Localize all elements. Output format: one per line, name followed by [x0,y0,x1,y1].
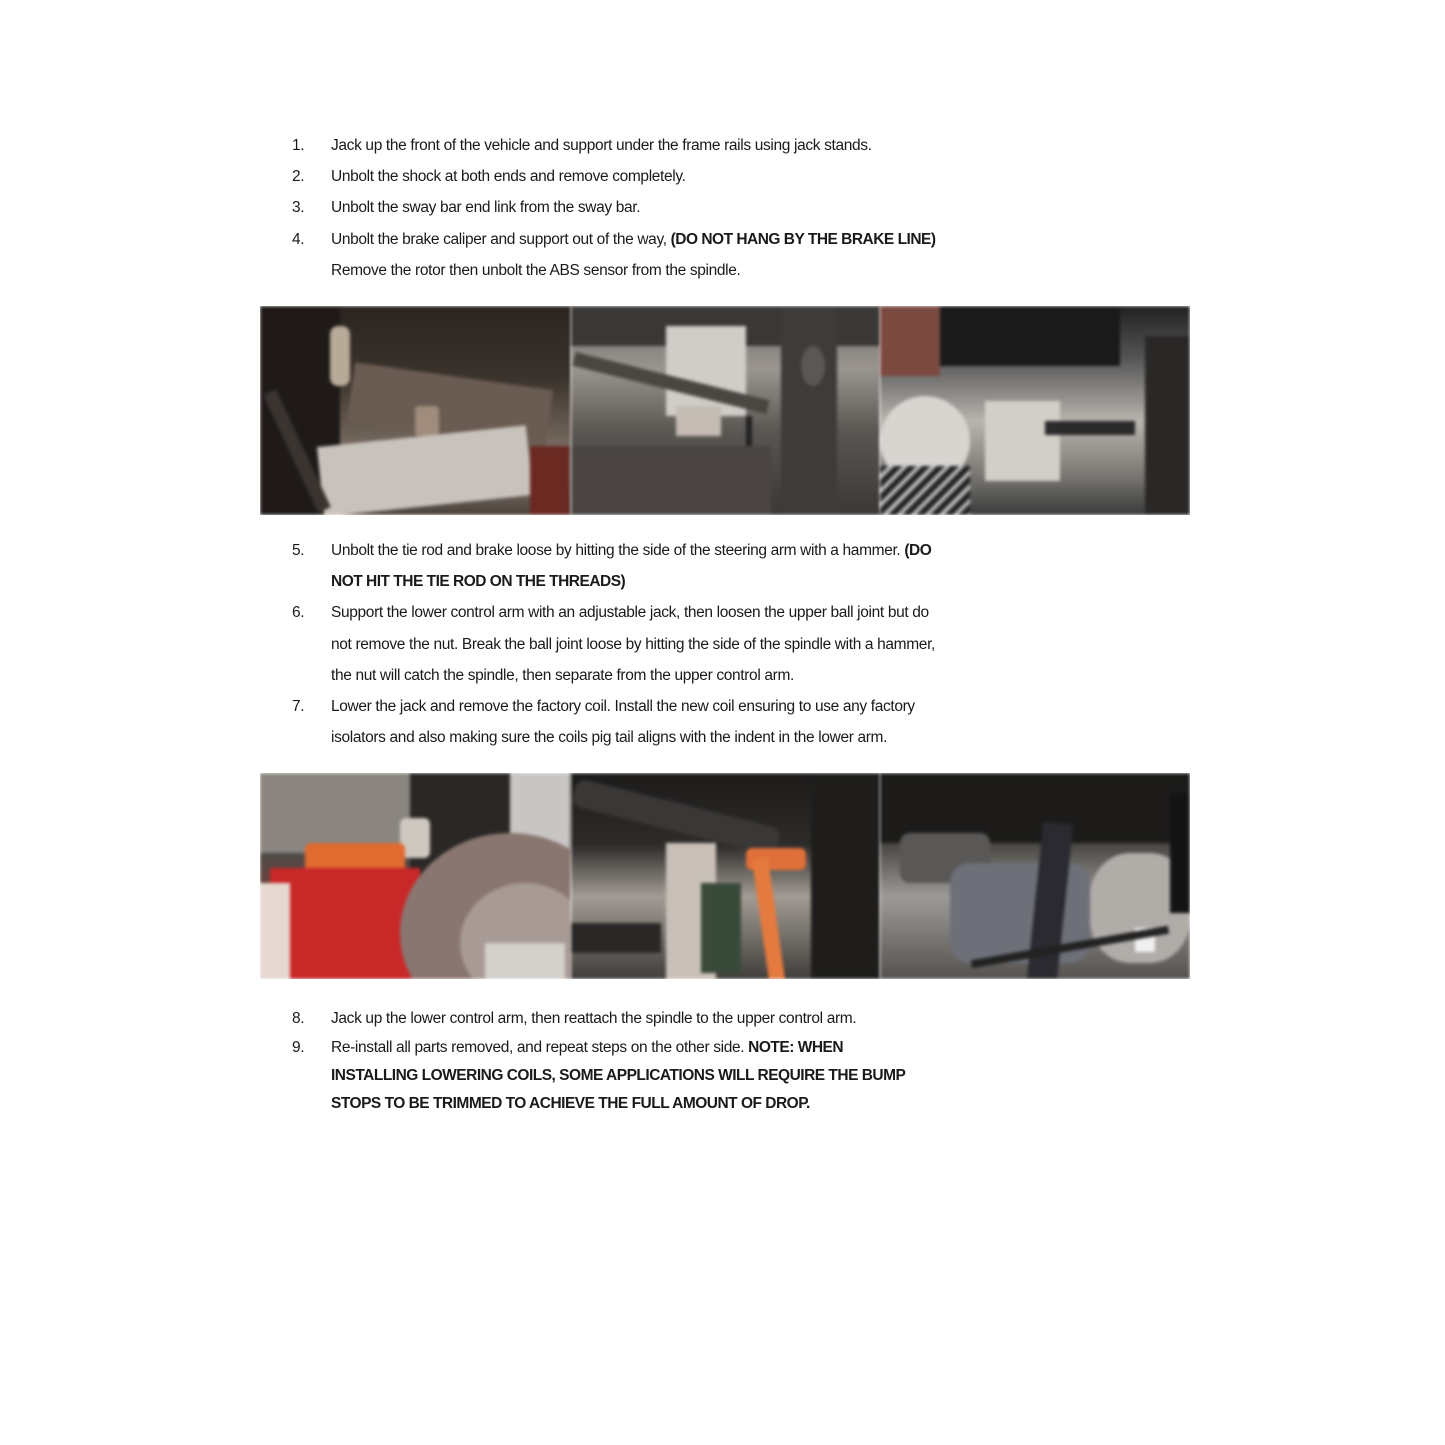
photo-coil-spring [880,773,1190,979]
step-text: Unbolt the shock at both ends and remove completely. [331,168,686,186]
step-7 [292,691,1192,753]
step-warning: (DO [904,542,932,559]
step-number: 5. [292,542,305,559]
photo-ball-joint-separator [571,773,880,979]
photo-shock-mount [260,306,571,515]
step-8 [292,1003,1192,1034]
step-number: 4. [292,230,305,248]
step-warning-continued: NOT HIT THE TIE ROD ON THE THREADS) [331,573,626,591]
step-1 [292,130,1192,161]
step-4 [292,224,1192,286]
instruction-steps-8-9 [292,1003,1192,1118]
photo-brake-caliper [880,306,1190,515]
photo-strip-1 [260,306,1190,515]
instruction-steps-5-7 [292,535,1192,753]
step-number: 8. [292,1010,305,1027]
photo-strip-2 [260,773,1190,979]
step-note-continued: STOPS TO BE TRIMMED TO ACHIEVE THE FULL AMOUNT OF DROP. [331,1095,810,1113]
step-3 [292,192,1192,223]
step-6 [292,597,1192,691]
step-number: 1. [292,137,305,154]
step-note: NOTE: WHEN [748,1039,844,1057]
photo-sway-bar-link [571,306,880,515]
step-2 [292,161,1192,192]
step-text-continued: Remove the rotor then unbolt the ABS sensor from the spindle. [331,261,741,279]
step-text: Re-install all parts removed, and repeat steps on the other side. [331,1039,749,1057]
step-9 [292,1034,1192,1118]
step-text: Unbolt the brake caliper and support out of the way, [331,230,671,248]
instruction-steps-1-4 [292,130,1192,286]
step-number: 2. [292,168,305,186]
step-text: Support the lower control arm with an adjustable jack, then loosen the upper ball joint but do [331,604,929,622]
step-warning: (DO NOT HANG BY THE BRAKE LINE) [670,230,936,248]
step-number: 3. [292,199,305,217]
step-text: Unbolt the sway bar end link from the sway bar. [331,199,641,217]
step-text: Unbolt the tie rod and brake loose by hitting the side of the steering arm with a hammer. [331,542,905,559]
step-text-continued: the nut will catch the spindle, then separate from the upper control arm. [331,666,794,684]
step-number: 6. [292,604,305,622]
step-number: 9. [292,1039,305,1057]
step-text: Jack up the front of the vehicle and support under the frame rails using jack stands. [331,137,872,154]
step-note-continued: INSTALLING LOWERING COILS, SOME APPLICATIONS WILL REQUIRE THE BUMP [331,1067,906,1085]
step-text: Jack up the lower control arm, then reattach the spindle to the upper control arm. [331,1010,857,1027]
step-text: Lower the jack and remove the factory coil. Install the new coil ensuring to use any factory [331,698,915,716]
step-number: 7. [292,698,305,716]
step-text-continued: not remove the nut. Break the ball joint loose by hitting the side of the spindle with a hammer, [331,635,935,653]
step-5 [292,535,1192,597]
step-text-continued: isolators and also making sure the coils pig tail aligns with the indent in the lower arm. [331,729,888,747]
photo-jack-and-rotor [260,773,571,979]
